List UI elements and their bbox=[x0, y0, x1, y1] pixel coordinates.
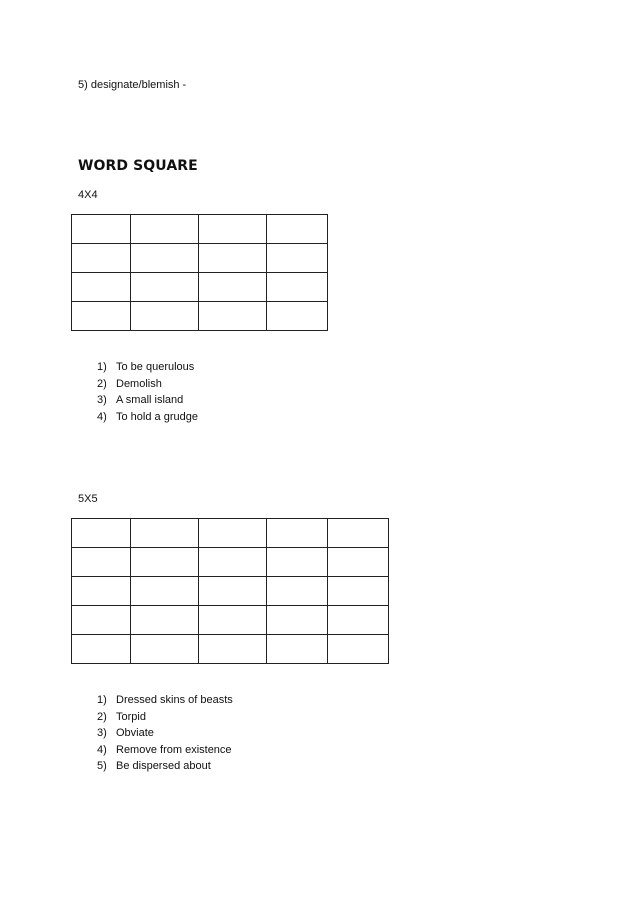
clue-text: A small island bbox=[116, 394, 184, 406]
grid-cell bbox=[72, 635, 131, 664]
grid-row bbox=[72, 519, 389, 548]
grid-cell bbox=[72, 548, 131, 577]
grid-cell bbox=[267, 273, 328, 302]
clue-text: Demolish bbox=[116, 377, 162, 390]
grid-cell bbox=[199, 302, 267, 331]
grid-cell bbox=[199, 244, 267, 273]
clue-text: Remove from existence bbox=[116, 743, 232, 756]
clue-number: 1) bbox=[97, 361, 107, 373]
grid-cell bbox=[131, 302, 199, 331]
grid-cell bbox=[72, 606, 131, 635]
word-square-grid-5x5 bbox=[71, 518, 389, 664]
grid-cell bbox=[267, 606, 328, 635]
grid-cell bbox=[131, 548, 199, 577]
grid-cell bbox=[72, 244, 131, 273]
grid-cell bbox=[328, 606, 389, 635]
grid-cell bbox=[267, 244, 328, 273]
grid-cell bbox=[131, 273, 199, 302]
grid-cell bbox=[131, 606, 199, 635]
section-heading: WORD SQUARE bbox=[78, 158, 198, 174]
grid-cell bbox=[199, 519, 267, 548]
grid-row bbox=[72, 302, 328, 331]
clue-number: 2) bbox=[97, 710, 107, 723]
clue-number: 4) bbox=[97, 410, 107, 423]
word-square-grid-4x4 bbox=[71, 214, 328, 331]
grid-cell bbox=[131, 215, 199, 244]
grid-cell bbox=[267, 548, 328, 577]
grid-cell bbox=[199, 577, 267, 606]
grid-cell bbox=[267, 577, 328, 606]
puzzle-4x4-label: 4X4 bbox=[78, 189, 98, 201]
grid-cell bbox=[199, 273, 267, 302]
grid-cell bbox=[131, 244, 199, 273]
clue-number: 5) bbox=[97, 760, 107, 772]
grid-row bbox=[72, 244, 328, 273]
clue-number: 3) bbox=[97, 727, 107, 739]
grid-row bbox=[72, 606, 389, 635]
grid-row bbox=[72, 635, 389, 664]
grid-cell bbox=[72, 577, 131, 606]
grid-cell bbox=[199, 635, 267, 664]
grid-cell bbox=[72, 273, 131, 302]
clue-number: 1) bbox=[97, 694, 107, 706]
clue-number: 3) bbox=[97, 394, 107, 406]
grid-cell bbox=[267, 215, 328, 244]
clue-text: To hold a grudge bbox=[116, 410, 198, 423]
grid-cell bbox=[267, 519, 328, 548]
clue-number: 4) bbox=[97, 743, 107, 756]
grid-row bbox=[72, 577, 389, 606]
puzzle-5x5-label: 5X5 bbox=[78, 493, 98, 505]
clue-text: To be querulous bbox=[116, 361, 195, 373]
clue-number: 2) bbox=[97, 377, 107, 390]
grid-cell bbox=[328, 548, 389, 577]
grid-row bbox=[72, 215, 328, 244]
grid-cell bbox=[328, 635, 389, 664]
clue-text: Torpid bbox=[116, 710, 146, 723]
clue-text: Be dispersed about bbox=[116, 760, 211, 772]
grid-cell bbox=[72, 519, 131, 548]
grid-cell bbox=[199, 215, 267, 244]
grid-row bbox=[72, 273, 328, 302]
previous-item-text: 5) designate/blemish - bbox=[78, 79, 187, 91]
grid-cell bbox=[267, 635, 328, 664]
grid-cell bbox=[199, 606, 267, 635]
grid-cell bbox=[72, 302, 131, 331]
grid-cell bbox=[131, 635, 199, 664]
grid-row bbox=[72, 548, 389, 577]
clue-text: Obviate bbox=[116, 727, 154, 739]
grid-cell bbox=[267, 302, 328, 331]
clue-text: Dressed skins of beasts bbox=[116, 694, 233, 706]
grid-cell bbox=[131, 577, 199, 606]
grid-cell bbox=[131, 519, 199, 548]
grid-cell bbox=[199, 548, 267, 577]
grid-cell bbox=[72, 215, 131, 244]
grid-cell bbox=[328, 519, 389, 548]
grid-cell bbox=[328, 577, 389, 606]
